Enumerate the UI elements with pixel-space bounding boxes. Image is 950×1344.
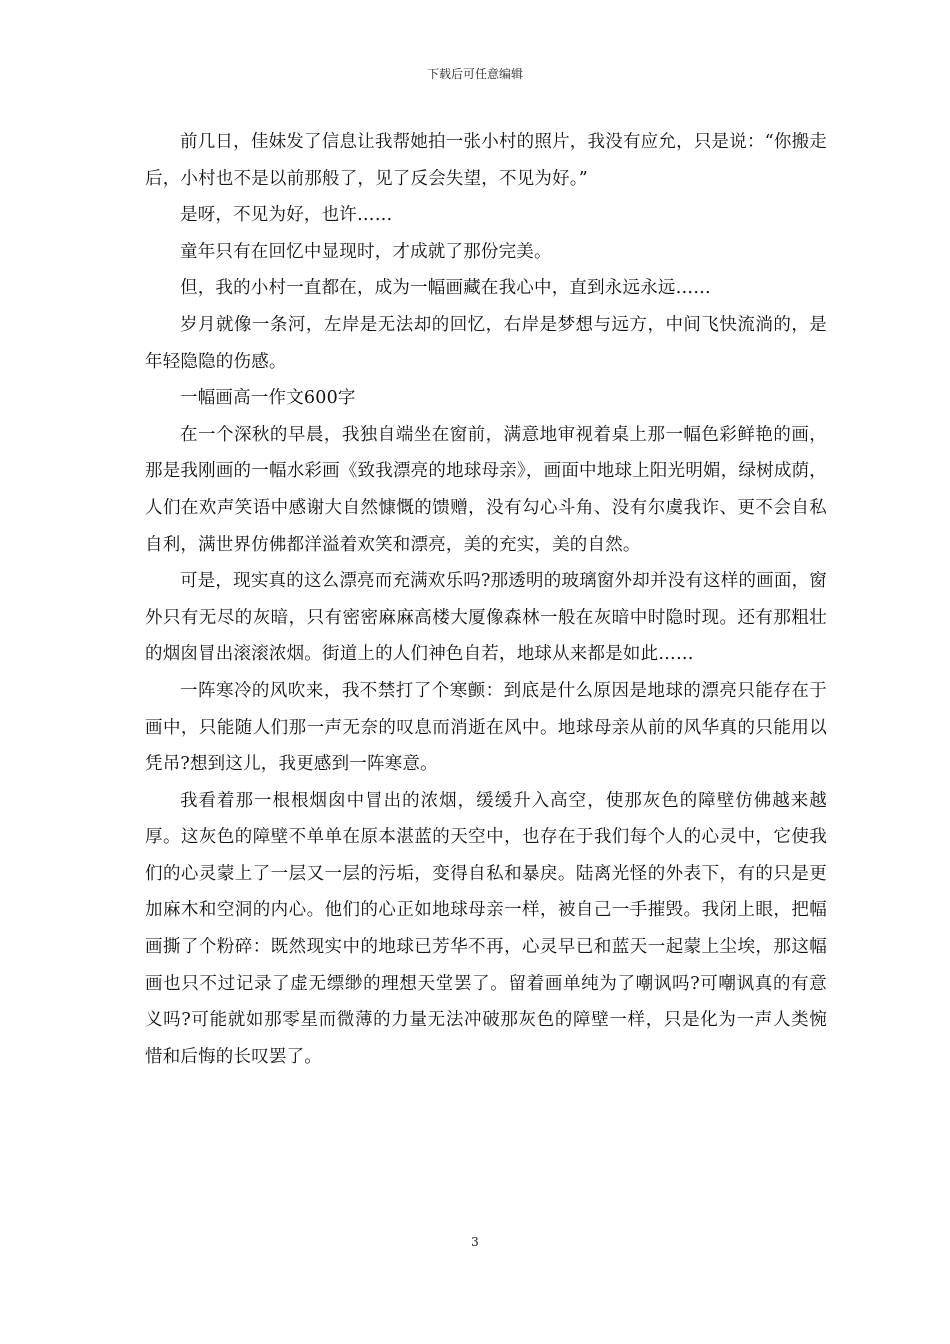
paragraph: 一阵寒冷的风吹来，我不禁打了个寒颤：到底是什么原因是地球的漂亮只能存在于画中，只能随人们那一声无奈的叹息而消逝在风中。地球母亲从前的风华真的只能用以凭吊?想到这儿，我更感到一阵寒意。 [145,680,827,775]
section-title: 一幅画高一作文600字 [180,388,356,409]
page-header: 下载后可任意编辑 [426,67,523,81]
page-number: 3 [471,1235,479,1249]
paragraph: 但，我的小村一直都在，成为一幅画藏在我心中，直到永远永远…… [180,278,711,299]
paragraph: 前几日，佳妹发了信息让我帮她拍一张小村的照片，我没有应允，只是说：“你搬走后，小村也不是以前那般了，见了反会失望，不见为好。” [145,132,827,189]
paragraph: 是呀，不见为好，也许…… [180,205,393,226]
paragraph: 可是，现实真的这么漂亮而充满欢乐吗?那透明的玻璃窗外却并没有这样的画面，窗外只有无尽的灰暗，只有密密麻麻高楼大厦像森林一般在灰暗中时隐时现。还有那粗壮的烟囱冒出滚滚浓烟。街道上的人们神色自若，地球从来都是如此…… [145,571,827,665]
body-text [145,124,827,1075]
paragraph: 童年只有在回忆中显现时，才成就了那份完美。 [180,241,552,262]
paragraph: 我看着那一根根烟囱中冒出的浓烟，缓缓升入高空，使那灰色的障壁仿佛越来越厚。这灰色的障壁不单单在原本湛蓝的天空中，也存在于我们每个人的心灵中，它使我们的心灵蒙上了一层又一层的污垢，变得自私和暴戾。陆离光怪的外表下，有的只是更加麻木和空洞的内心。他们的心正如地球母亲一样，被自己一手摧毁。我闭上眼，把幅画撕了个粉碎：既然现实中的地球已芳华不再，心灵早已和蓝天一起蒙上尘埃，那这幅画也只不过记录了虚无缥缈的理想天堂罢了。留着画单纯为了嘲讽吗?可嘲讽真的有意义吗?可能就如那零星而微薄的力量无法冲破那灰色的障壁一样，只是化为一声人类惋惜和后悔的长叹罢了。 [145,790,827,1067]
paragraph: 在一个深秋的早晨，我独自端坐在窗前，满意地审视着桌上那一幅色彩鲜艳的画，那是我刚画的一幅水彩画《致我漂亮的地球母亲》，画面中地球上阳光明媚，绿树成荫，人们在欢声笑语中感谢大自然慷慨的馈赠，没有勾心斗角、没有尔虞我诈、更不会自私自利，满世界仿佛都洋溢着欢笑和漂亮，美的充实，美的自然。 [145,424,827,555]
paragraph: 岁月就像一条河，左岸是无法却的回忆，右岸是梦想与远方，中间飞快流淌的，是年轻隐隐的伤感。 [145,314,827,372]
